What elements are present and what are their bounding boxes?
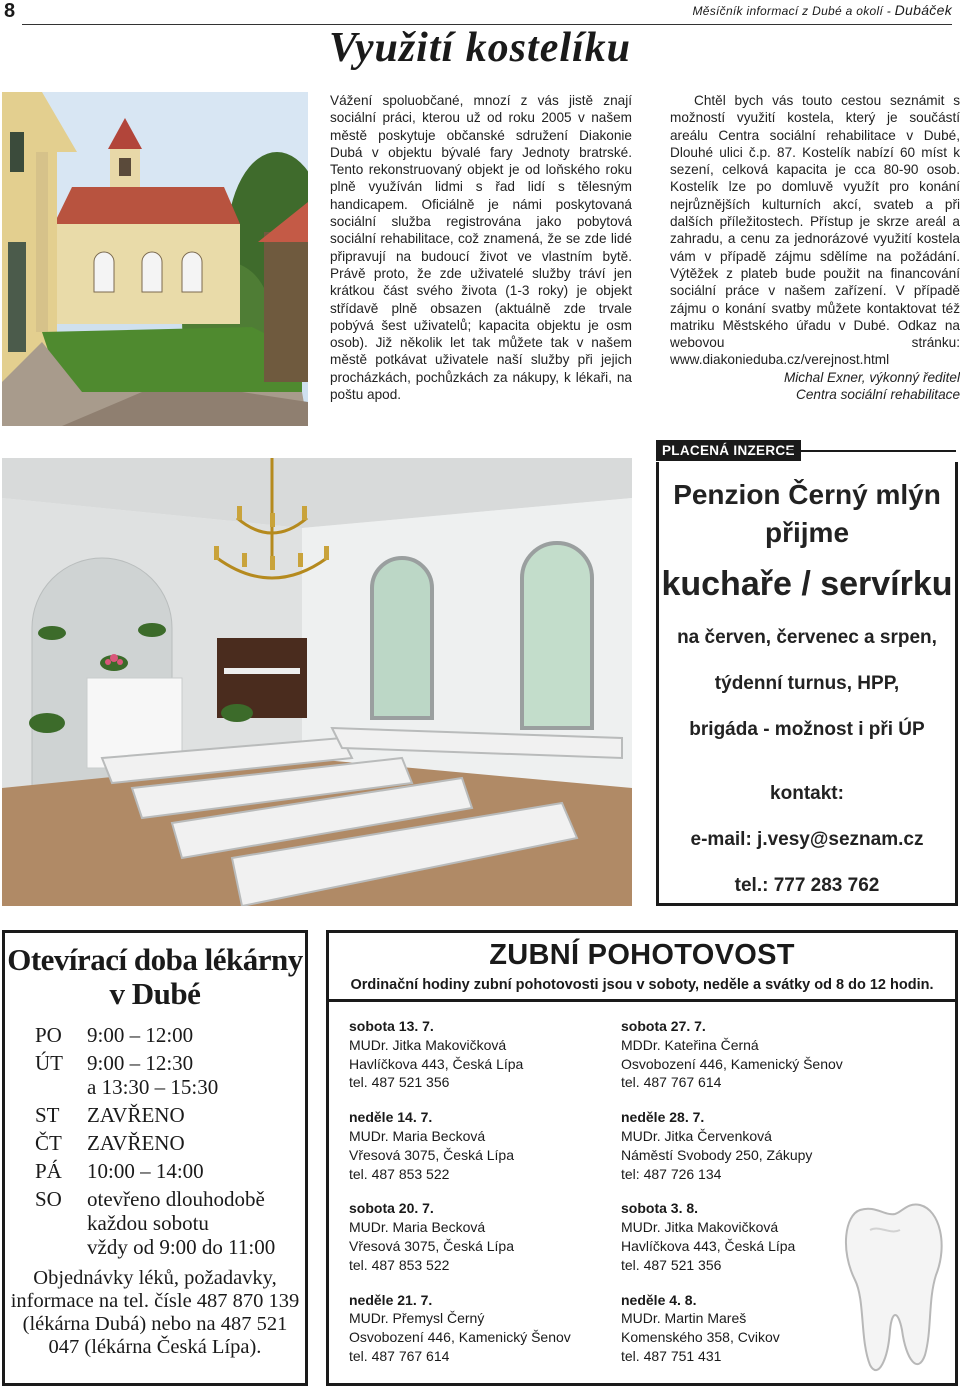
entry-doctor: MUDr. Maria Becková [349,1219,486,1236]
pharmacy-note: Objednávky léků, požadavky, informace na tel. čísle 487 870 139 (lékárna Dubá) nebo na 487 521 047 (lékárna Česká Lípa). [10,1267,300,1358]
job-advertisement [656,462,958,906]
ad-period: na červen, červenec a srpen, [677,627,937,648]
article-column-1 [330,92,632,403]
entry-date: neděle 28. 7. [621,1109,705,1126]
tooth-icon [840,1190,950,1380]
pharmacy-hours-box [2,930,308,1386]
ad-company: Penzion Černý mlýn [673,479,941,510]
church-exterior-photo [2,92,308,426]
ad-phone: tel.: 777 283 762 [734,875,880,896]
dental-subtitle: Ordinační hodiny zubní pohotovosti jsou v soboty, neděle a svátky od 8 do 12 hodin. [350,977,934,993]
hours-row [35,1159,305,1183]
entry-address: Vřesová 3075, Česká Lípa [349,1237,514,1254]
dental-title: ZUBNÍ POHOTOVOST [489,939,795,971]
schedule-entry [349,1291,621,1366]
hours-day: ČT [35,1131,62,1155]
ad-contact-label: kontakt: [770,783,844,804]
magazine-subtitle: Měsíčník informací z Dubé a okolí - [692,4,895,18]
schedule-entry [349,1108,621,1183]
hours-row [35,1187,305,1211]
entry-phone: tel. 487 751 431 [621,1347,722,1364]
entry-doctor: MUDr. Jitka Červenková [621,1127,772,1144]
hours-time: každou sobotu [87,1211,209,1235]
hours-day: SO [35,1187,62,1211]
entry-address: Havlíčkova 443, Česká Lípa [349,1055,524,1072]
schedule-entry [621,1017,921,1092]
pharmacy-hours-list [5,1023,305,1259]
magazine-name: Dubáček [894,2,952,18]
hours-row [35,1235,305,1259]
hours-day [35,1211,87,1235]
church-interior-image [2,458,632,906]
entry-phone: tel. 487 853 522 [349,1256,450,1273]
entry-address: Osvobození 446, Kamenický Šenov [621,1055,843,1072]
church-interior-photo [2,458,632,906]
hours-row [35,1211,305,1235]
hours-day: ÚT [35,1051,63,1075]
entry-address: Havlíčkova 443, Česká Lípa [621,1237,796,1254]
entry-date: neděle 21. 7. [349,1291,433,1308]
pharmacy-title-line1: Otevírací doba lékárny [7,942,303,977]
hours-time: a 13:30 – 15:30 [87,1075,219,1099]
hours-time: vždy od 9:00 do 11:00 [87,1235,276,1259]
hours-time: 10:00 – 14:00 [87,1159,204,1183]
entry-address: Vřesová 3075, Česká Lípa [349,1146,514,1163]
hours-time: otevřeno dlouhodobě [87,1187,265,1211]
hours-row [35,1023,305,1047]
article-paragraph-2: Chtěl bych vás touto cestou seznámit s možností využití kostela, který je součástí areálu Centra sociální rehabilitace v Dubé, Dlouhé ulici č.p. 87. Kostelík nabízí 60 míst k sezení, celková kapacita je cca 80-90 osob. Kostelík lze po domluvě využít pro konání nejrůznějších kulturních akcí, svateb a při dalších příležitostech. Přístup je skrze areál a zahradu, a cenu za jednorázové využití kostela vám v případě zájmu sdělíme na požádání. Výtěžek z plateb bude použit na financování sociální práce v našem zařízení. V případě zájmu o konání svatby můžete kontaktovat též matriku Městského úřadu v Dubé. Odkaz na webovou stránku: www.diakonieduba.cz/verejnost.html [670,93,960,368]
hours-time: 9:00 – 12:30 [87,1051,194,1075]
entry-doctor: MUDr. Přemysl Černý [349,1310,485,1327]
hours-row [35,1131,305,1155]
ad-position: kuchaře / servírku [661,565,953,603]
entry-date: neděle 4. 8. [621,1291,697,1308]
hours-time: 9:00 – 12:00 [87,1023,194,1047]
entry-doctor: MDDr. Kateřina Černá [621,1036,759,1053]
hours-row [35,1051,305,1075]
pharmacy-title-line2: v Dubé [109,976,201,1011]
entry-date: sobota 27. 7. [621,1018,706,1034]
schedule-entry [621,1108,921,1183]
ad-brigade: brigáda - možnost i při ÚP [689,719,925,740]
ad-header [656,440,956,462]
pharmacy-title [5,943,305,1011]
hours-day: ST [35,1103,60,1127]
entry-date: sobota 3. 8. [621,1200,699,1217]
ad-header-rule [786,450,956,452]
entry-date: sobota 13. 7. [349,1018,434,1034]
entry-address: Náměstí Svobody 250, Zákupy [621,1146,813,1163]
dental-rule [329,999,955,1002]
entry-doctor: MUDr. Maria Becková [349,1127,486,1144]
entry-address: Osvobození 446, Kamenický Šenov [349,1329,571,1346]
entry-phone: tel: 487 726 134 [621,1165,722,1182]
hours-row [35,1075,305,1099]
hours-day: PÁ [35,1159,62,1183]
ad-email[interactable]: e-mail: j.vesy@seznam.cz [690,829,924,850]
hours-day: PO [35,1023,62,1047]
page-number: 8 [4,0,16,22]
article-paragraph-1: Vážení spoluobčané, mnozí z vás jistě znají sociální práci, kterou už od roku 2005 v našem městě poskytuje občanské sdružení Diakonie Dubá v objektu bývalé fary Jednoty bratrské. Tento rekonstruovaný objekt je od loňského roku plně využíván lidmi s řad lidí s tělesným handicapem. Oficiálně je námi poskytovaná sociální služba registrována jako pobytová sociální rehabilitace, což znamená, že se zde lidé připravují na budoucí život ve vlastním bytě. Právě proto, že zde uživatelé služby tráví jen krátkou část svého života (1-3 roky) je objekt střídavě plně obsazen (aktuálně zde trvale pobývá šest uživatelů; kapacita objektu je osm osob). Již několik let tak můžete tak v našem městě potkávat uživatele naší služby při jejich procházkách, pochůzkách za nákupy, k lékaři, na poštu apod. [330,93,632,403]
ad-label: PLACENÁ INZERCE [656,440,801,461]
hours-row [35,1103,305,1127]
entry-phone: tel. 487 767 614 [621,1074,722,1091]
hours-day [35,1075,87,1099]
ad-hires: přijme [764,517,850,548]
ad-contract: týdenní turnus, HPP, [714,673,900,694]
signature-org: Centra sociální rehabilitace [796,387,960,403]
entry-date: neděle 14. 7. [349,1109,433,1126]
article-column-2 [670,92,960,403]
entry-phone: tel. 487 521 356 [621,1256,722,1273]
entry-doctor: MUDr. Martin Mareš [621,1310,747,1327]
entry-phone: tel. 487 767 614 [349,1347,450,1364]
hours-day [35,1235,87,1259]
hours-time: ZAVŘENO [87,1103,185,1127]
schedule-entry [349,1199,621,1274]
magazine-header [692,2,952,18]
schedule-entry [349,1017,621,1092]
hours-time: ZAVŘENO [87,1131,185,1155]
entry-date: sobota 20. 7. [349,1200,434,1217]
entry-doctor: MUDr. Jitka Makovičková [621,1219,779,1236]
entry-phone: tel. 487 853 522 [349,1165,450,1182]
article-title: Využití kostelíku [328,25,632,71]
entry-address: Komenského 358, Cvikov [621,1329,780,1346]
entry-phone: tel. 487 521 356 [349,1074,450,1091]
entry-doctor: MUDr. Jitka Makovičková [349,1036,507,1053]
signature-name: Michal Exner, výkonný ředitel [783,369,960,385]
church-exterior-image [2,92,308,426]
